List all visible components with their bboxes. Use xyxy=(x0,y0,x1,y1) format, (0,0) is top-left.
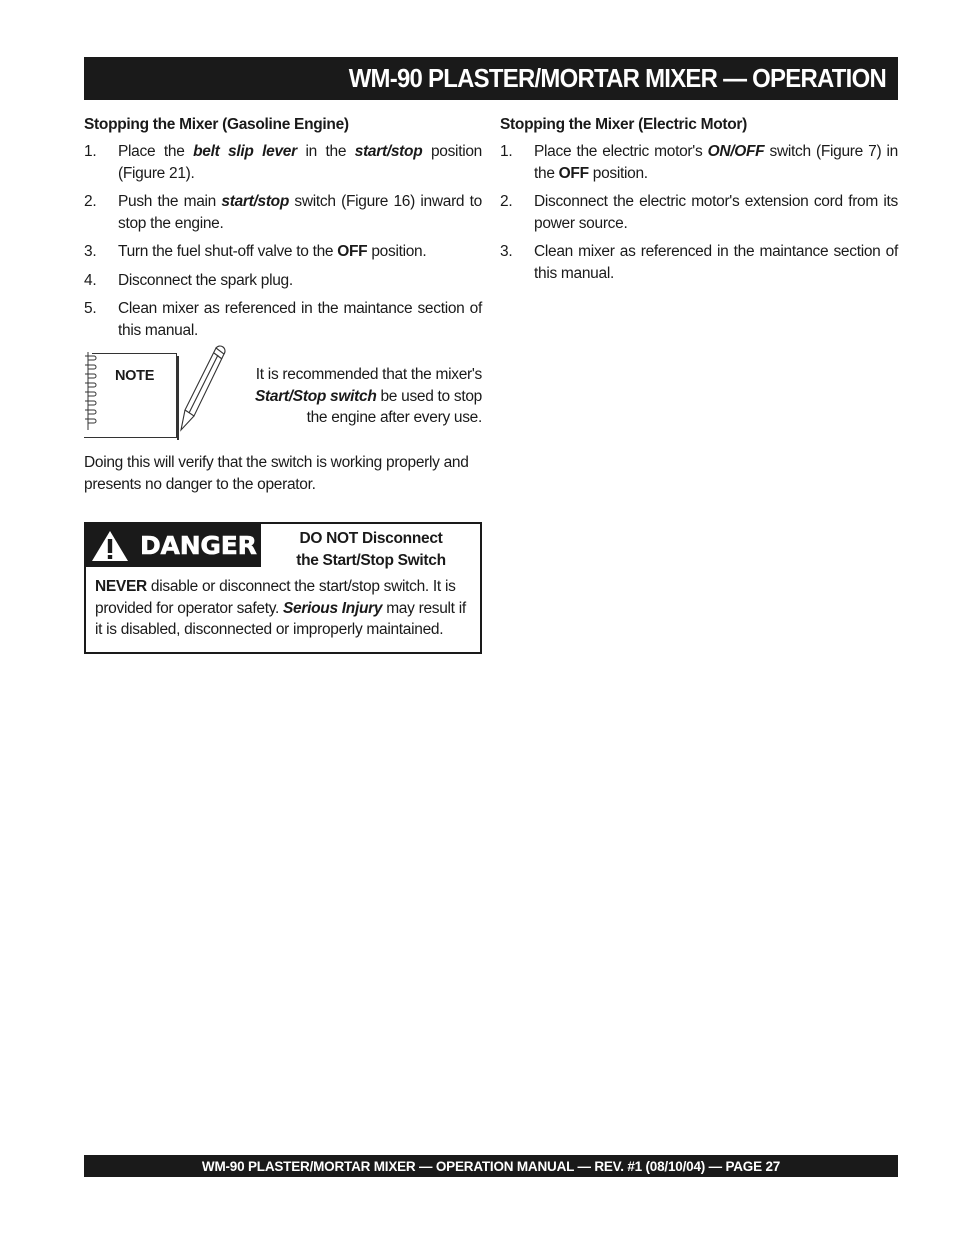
right-column xyxy=(500,114,898,291)
note-text: It is recommended that the mixer's Start/Stop switch be used to stop the engine after every use. xyxy=(254,366,482,426)
page-header xyxy=(84,57,898,100)
left-column xyxy=(84,114,482,654)
list-item: 1. Place the electric motor's ON/OFF switch (Figure 7) in the OFF position. xyxy=(500,143,898,182)
electric-heading: Stopping the Mixer (Electric Motor) xyxy=(500,116,747,133)
danger-heading: DO NOT Disconnect the Start/Stop Switch xyxy=(296,530,446,569)
page-title: WM-90 PLASTER/MORTAR MIXER — OPERATION xyxy=(348,63,886,93)
notepad-spiral-icon xyxy=(84,352,98,430)
danger-badge xyxy=(86,524,261,567)
list-item: 3. Turn the fuel shut-off valve to the OFF position. xyxy=(84,243,427,260)
danger-body: NEVER disable or disconnect the start/stop switch. It is provided for operator safety. Serious Injury may result if it is disabled, disconnected or improperly maintained. xyxy=(95,578,466,638)
list-item: 2. Push the main start/stop switch (Figure 16) inward to stop the engine. xyxy=(84,193,482,232)
pencil-icon xyxy=(176,344,232,440)
danger-label: DANGER xyxy=(140,531,257,560)
list-item: 2. Disconnect the electric motor's extension cord from its power source. xyxy=(500,193,898,232)
gasoline-steps xyxy=(84,141,482,341)
list-item: 4. Disconnect the spark plug. xyxy=(84,271,293,289)
gasoline-heading: Stopping the Mixer (Gasoline Engine) xyxy=(84,116,349,133)
note-block xyxy=(84,348,482,440)
verification-paragraph: Doing this will verify that the switch is working properly and presents no danger to the operator. xyxy=(84,454,469,493)
warning-triangle-icon xyxy=(90,529,130,563)
page-footer xyxy=(84,1155,898,1177)
danger-box xyxy=(84,522,482,654)
footer-text: WM-90 PLASTER/MORTAR MIXER — OPERATION MANUAL — REV. #1 (08/10/04) — PAGE 27 xyxy=(201,1158,781,1174)
list-item: 3. Clean mixer as referenced in the maintance section of this manual. xyxy=(500,243,898,282)
list-item: 1. Place the belt slip lever in the start/stop position (Figure 21). xyxy=(84,143,482,182)
list-item: 5. Clean mixer as referenced in the maintance section of this manual. xyxy=(84,300,482,339)
electric-steps xyxy=(500,141,898,284)
note-label: NOTE xyxy=(115,368,155,384)
